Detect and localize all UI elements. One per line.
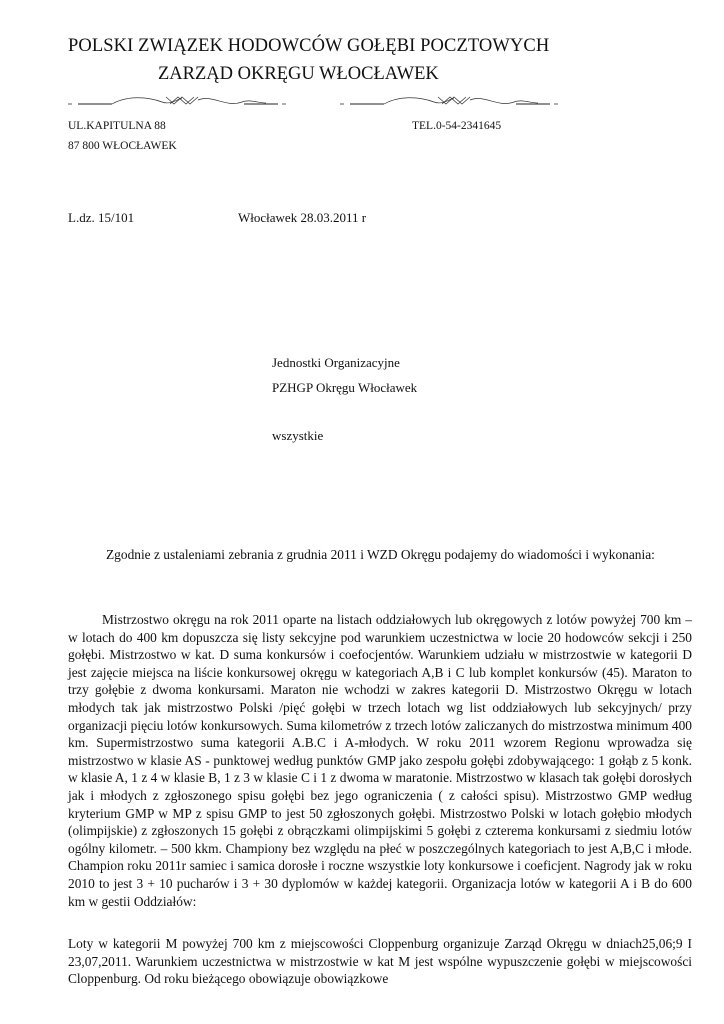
paragraph-championship-rules: Mistrzostwo okręgu na rok 2011 oparte na listach oddziałowych lub okręgowych z lotów powyżej 700 km – w lotach do 400 km dopuszcza się listy sekcyjne pod warunkiem uczestnictwa w locie 20 hodowców sekcji i 250 gołębi. Mistrzostwo w kat. D suma konkursów i coefocjentów. Warunkiem udziału w mistrzostwie w kategorii D jest zajęcie miejsca na liście konkursowej okręgu w kategoriach A,B i C lub komplet konkursów (45). Maraton to trzy gołębie z dwoma konkursami. Maraton nie wchodzi w zakres kategorii D. Mistrzostwo Okręgu w lotach młodych tak jak mistrzostwo Polski /pięć gołębi w trzech lotach wg list oddziałowych lub sekcyjnych/ przy organizacji pięciu lotów konkursowych. Suma kilometrów z trzech lotów zaliczanych do mistrzostwa minimum 400 km. Supermistrzostwo suma kategorii A.B.C i A-młodych. W roku 2011 wzorem Regionu wprowadza się mistrzostwo w klasie AS - punktowej według punktów GMP jako zespołu gołębi zdobywającego: 1 gołąb z 5 konk. w klasie A, 1 z 4 w klasie B, 1 z 3 w klasie C i 1 z dwoma w maratonie. Mistrzostwo w klasach tak gołębi dorosłych jak i młodych z zgłoszonego spisu gołębi bez jego ograniczenia ( z całości spisu). Mistrzostwo GMP według kryterium GMP w MP z spisu GMP to jest 50 zgłoszonych gołębi. Mistrzostwo Polski w lotach gołębio młodych (olimpijskie) z zgłoszonych 15 gołębi z obrączkami olimpijskimi 5 gołębi z czterema konkursami z siedmiu lotów ogólny kilometr. – 500 kkm. Championy bez względu na płeć w poszczególnych kategoriach to jest A,B,C i młode. Champion roku 2011r samiec i samica dorosłe i roczne wszystkie loty konkursowe i coeficjent. Nagrody jak w roku 2010 to jest 3 + 10 pucharów i 3 + 30 dyplomów w każdej kategorii. Organizacja lotów w kategorii A i B do 600 km w gestii Oddziałów: [68, 612, 692, 909]
place-date: Włocławek 28.03.2011 r [238, 210, 367, 225]
main-paragraph [68, 611, 692, 910]
recipient-line-1: Jednostki Organizacyjne [272, 355, 400, 370]
recipient-line-3: wszystkie [272, 428, 324, 443]
phone-number: TEL.0-54-2341645 [412, 120, 502, 132]
intro-text: Zgodnie z ustaleniami zebrania z grudnia 2011 i WZD Okręgu podajemy do wiadomości i wykonania: [106, 547, 655, 562]
intro-paragraph [68, 546, 692, 564]
second-paragraph [68, 935, 692, 988]
reference-number: L.dz. 15/101 [68, 210, 135, 225]
paragraph-category-m-flights: Loty w kategorii M powyżej 700 km z miejscowości Cloppenburg organizuje Zarząd Okręgu w dniach25,06;9 I 23,07,2011. Warunkiem uczestnictwa w mistrzostwie w kat M jest wspólne wypuszczenie gołębi w miejscowości Cloppenburg. Od roku bieżącego obowiązuje obowiązkowe [68, 936, 692, 987]
street-address: UL.KAPITULNA 88 [68, 120, 166, 132]
recipient-line-2: PZHGP Okręgu Włocławek [272, 380, 418, 395]
district-board-name: ZARZĄD OKRĘGU WŁOCŁAWEK [158, 64, 439, 84]
organization-name: POLSKI ZWIĄZEK HODOWCÓW GOŁĘBI POCZTOWYCH [68, 36, 550, 56]
ornament-divider-right [338, 92, 560, 110]
postal-city: 87 800 WŁOCŁAWEK [68, 140, 177, 152]
ornament-divider-left [66, 92, 288, 110]
